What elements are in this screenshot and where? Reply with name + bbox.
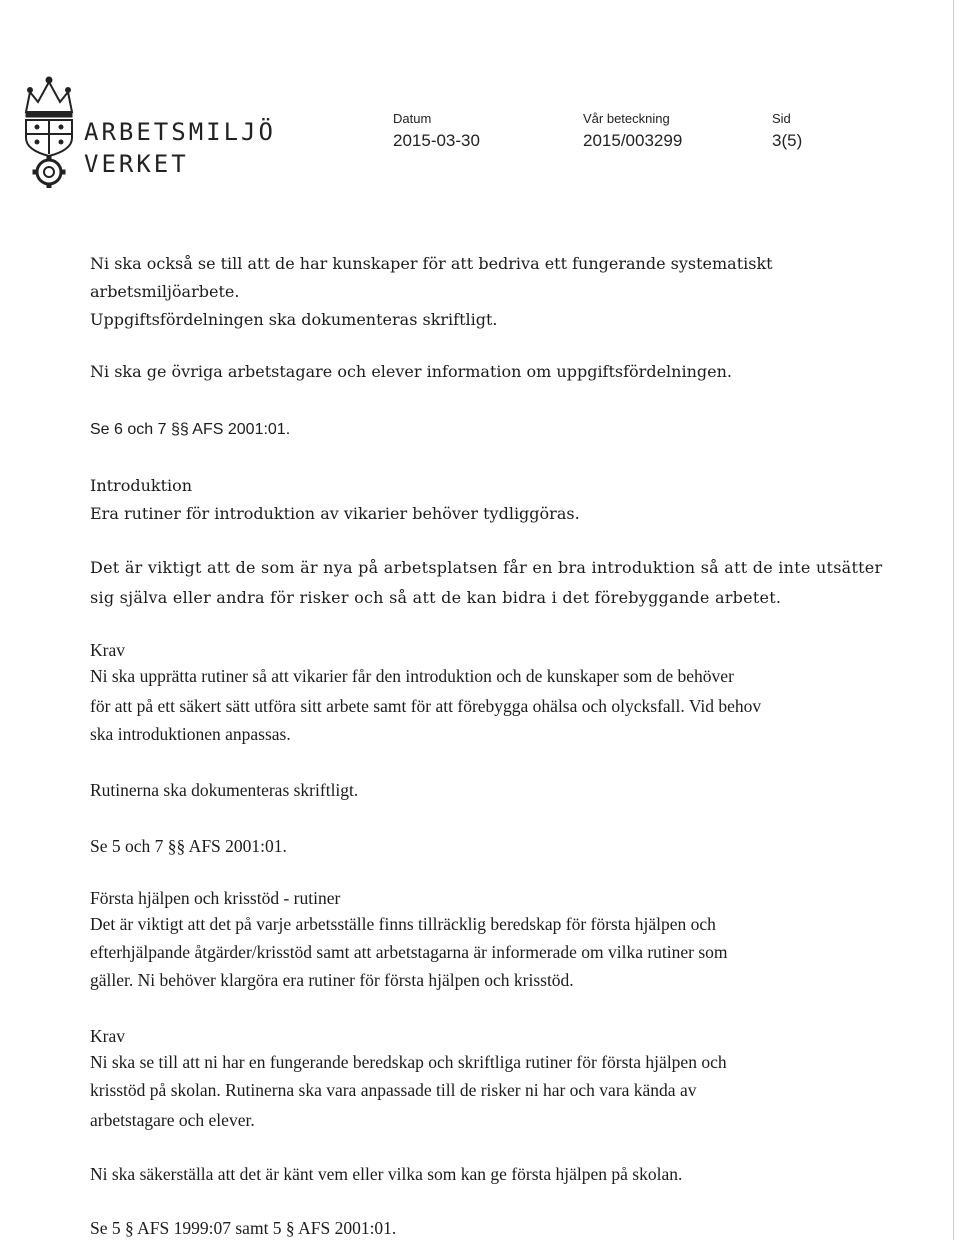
paragraph-line: Era rutiner för introduktion av vikarier behöver tydliggöras. xyxy=(90,504,580,523)
paragraph-line: arbetsmiljöarbete. xyxy=(90,282,240,301)
paragraph-line: Ni ska säkerställa att det är känt vem eller vilka som kan ge första hjälpen på skolan. xyxy=(90,1164,683,1184)
page-edge xyxy=(953,0,954,1240)
organization-name-line1: ARBETSMILJÖ xyxy=(84,118,276,146)
section-heading-krav: Krav xyxy=(90,640,125,660)
organization-name xyxy=(84,116,276,180)
legal-reference: Se 5 § AFS 1999:07 samt 5 § AFS 2001:01. xyxy=(90,1218,397,1238)
reference-value: 2015/003299 xyxy=(583,131,683,150)
paragraph-line: Ni ska se till att ni har en fungerande beredskap och skriftliga rutiner för första hjälpen och xyxy=(90,1052,727,1072)
section-heading-introduktion: Introduktion xyxy=(90,476,193,495)
crown-emblem-logo xyxy=(20,72,78,188)
paragraph-line: Uppgiftsfördelningen ska dokumenteras skriftligt. xyxy=(90,310,498,329)
section-heading-krav: Krav xyxy=(90,1026,125,1046)
paragraph-line: Det är viktigt att de som är nya på arbetsplatsen får en bra introduktion så att de inte utsätter xyxy=(90,558,883,577)
organization-name-line2: VERKET xyxy=(84,150,189,178)
paragraph-line: Ni ska upprätta rutiner så att vikarier får den introduktion och de kunskaper som de behöver xyxy=(90,666,734,686)
section-heading-forsta-hjalpen: Första hjälpen och krisstöd - rutiner xyxy=(90,888,341,908)
paragraph-line: Rutinerna ska dokumenteras skriftligt. xyxy=(90,780,359,800)
page-label: Sid xyxy=(772,111,791,126)
paragraph-line: gäller. Ni behöver klargöra era rutiner för första hjälpen och krisstöd. xyxy=(90,970,574,990)
paragraph-line: arbetstagare och elever. xyxy=(90,1110,255,1130)
page-value: 3(5) xyxy=(772,131,803,150)
date-label: Datum xyxy=(393,111,432,126)
paragraph-line: efterhjälpande åtgärder/krisstöd samt att arbetstagarna är informerade om vilka rutiner som xyxy=(90,942,728,962)
paragraph-line: Ni ska ge övriga arbetstagare och elever information om uppgiftsfördelningen. xyxy=(90,362,732,381)
reference-label: Vår beteckning xyxy=(583,111,670,126)
paragraph-line: för att på ett säkert sätt utföra sitt arbete samt för att förebygga ohälsa och olycksfall. Vid behov xyxy=(90,696,762,716)
paragraph-line: krisstöd på skolan. Rutinerna ska vara anpassade till de risker ni har och vara kända av xyxy=(90,1080,697,1100)
legal-reference: Se 5 och 7 §§ AFS 2001:01. xyxy=(90,836,287,856)
paragraph-line: sig själva eller andra för risker och så att de kan bidra i det förebyggande arbetet. xyxy=(90,588,782,607)
paragraph-line: Ni ska också se till att de har kunskaper för att bedriva ett fungerande systematiskt xyxy=(90,254,773,273)
paragraph-line: Det är viktigt att det på varje arbetsställe finns tillräcklig beredskap för första hjälpen och xyxy=(90,914,716,934)
paragraph-line: ska introduktionen anpassas. xyxy=(90,724,291,744)
date-value: 2015-03-30 xyxy=(393,131,480,150)
legal-reference: Se 6 och 7 §§ AFS 2001:01. xyxy=(90,421,291,438)
